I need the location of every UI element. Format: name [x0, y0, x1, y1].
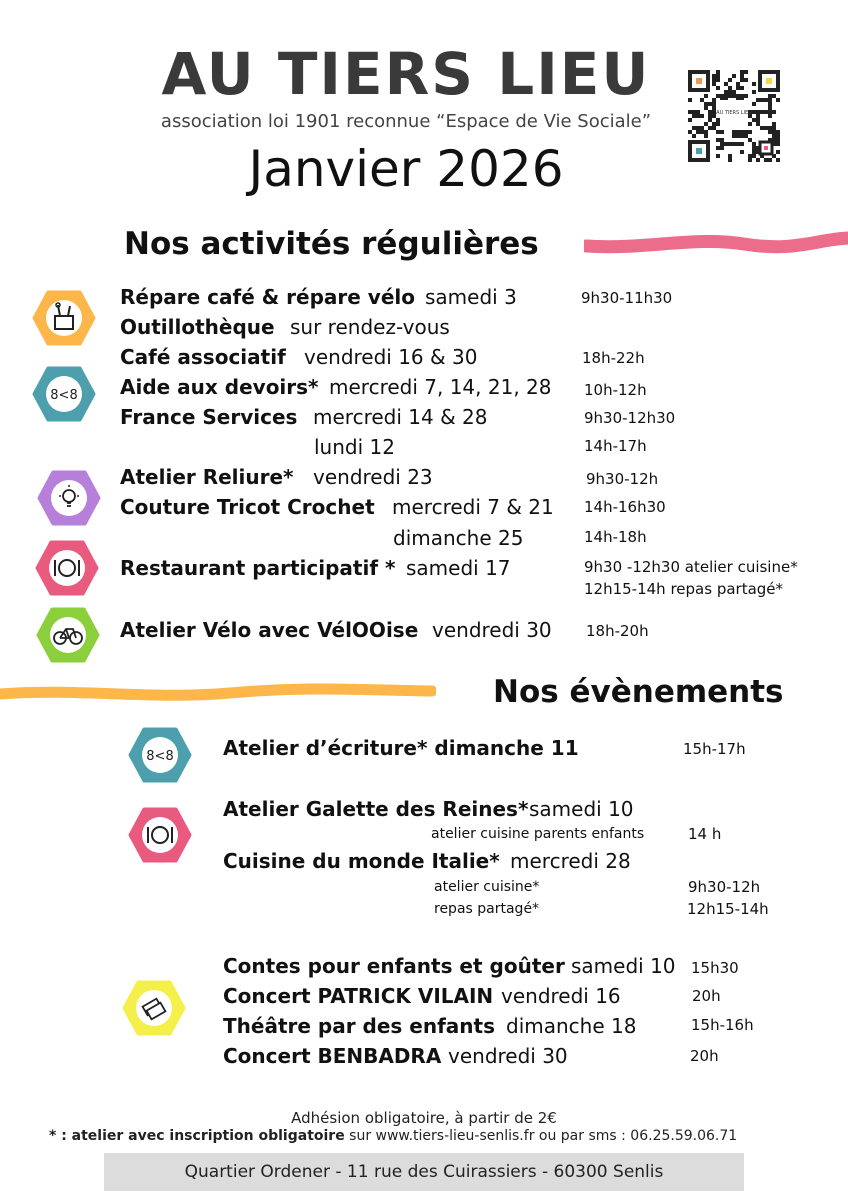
- activity-time: 9h30 -12h30 atelier cuisine*: [584, 558, 798, 576]
- activity-when: vendredi 30: [432, 618, 552, 642]
- activity-time: 10h-12h: [584, 381, 647, 399]
- event-when: dimanche 18: [506, 1014, 637, 1038]
- tools-icon: [32, 290, 96, 346]
- event-detail: atelier cuisine*: [434, 879, 540, 895]
- activity-time: 14h-17h: [584, 437, 647, 455]
- activity-when: dimanche 25: [393, 526, 524, 550]
- event-when: samedi 10: [529, 797, 634, 821]
- event-time: 20h: [690, 1047, 719, 1065]
- brand-title: AU TIERS LIEU: [161, 40, 651, 108]
- event-time: 9h30-12h: [688, 878, 761, 896]
- event-when: vendredi 16: [501, 984, 621, 1008]
- svg-text:8<8: 8<8: [50, 388, 78, 403]
- event-time: 15h-17h: [683, 740, 746, 758]
- activity-when: vendredi 23: [313, 465, 433, 489]
- event-name: Concert PATRICK VILAIN: [223, 984, 494, 1008]
- activity-when: lundi 12: [314, 435, 395, 459]
- event-name: Atelier d’écriture* dimanche 11: [223, 736, 579, 760]
- event-time: 15h-16h: [691, 1016, 754, 1034]
- activity-name: Couture Tricot Crochet: [120, 495, 375, 519]
- plate-cutlery-icon: [128, 807, 192, 863]
- registration-note-bold: * : atelier avec inscription obligatoire: [49, 1128, 345, 1144]
- activity-when: mercredi 7 & 21: [392, 495, 554, 519]
- registration-note-contact[interactable]: sur www.tiers-lieu-senlis.fr ou par sms : 06.25.59.06.71: [349, 1128, 738, 1144]
- section-title-events: Nos évènements: [493, 674, 784, 710]
- activity-when: samedi 17: [406, 556, 511, 580]
- activity-time: 9h30-12h30: [584, 409, 676, 427]
- address-bar: [104, 1153, 744, 1191]
- event-name: Atelier Galette des Reines*: [223, 797, 529, 821]
- qr-code[interactable]: [688, 70, 780, 162]
- event-detail: repas partagé*: [434, 901, 540, 917]
- activity-when: samedi 3: [425, 285, 517, 309]
- activity-time: 18h-20h: [586, 622, 649, 640]
- lightbulb-icon: [37, 470, 101, 526]
- activity-time: 14h-16h30: [584, 498, 666, 516]
- membership-note: Adhésion obligatoire, à partir de 2€: [291, 1109, 557, 1127]
- event-name: Concert BENBADRA: [223, 1044, 442, 1068]
- registration-note: [49, 1128, 737, 1144]
- month-title: Janvier 2026: [248, 140, 564, 198]
- activity-when: vendredi 16 & 30: [304, 345, 478, 369]
- activity-name: France Services: [120, 405, 298, 429]
- people-network-icon: [32, 366, 96, 422]
- event-time: 20h: [692, 987, 721, 1005]
- tickets-icon: [122, 980, 186, 1036]
- plate-cutlery-icon: [35, 540, 99, 596]
- activity-when: sur rendez-vous: [290, 315, 450, 339]
- event-name: Cuisine du monde Italie*: [223, 849, 500, 873]
- event-detail: atelier cuisine parents enfants: [431, 826, 645, 842]
- activity-time: 18h-22h: [582, 349, 645, 367]
- activity-name: Atelier Vélo avec VélOOise: [120, 618, 419, 642]
- event-name: Théâtre par des enfants: [223, 1014, 495, 1038]
- activity-when: mercredi 14 & 28: [313, 405, 488, 429]
- activity-when: mercredi 7, 14, 21, 28: [329, 375, 552, 399]
- event-name: Contes pour enfants et goûter: [223, 954, 565, 978]
- activity-name: Café associatif: [120, 345, 286, 369]
- people-network-icon: [128, 727, 192, 783]
- activity-time: 9h30-11h30: [581, 289, 673, 307]
- event-when: mercredi 28: [510, 849, 631, 873]
- activity-time: 14h-18h: [584, 528, 647, 546]
- activity-name: Répare café & répare vélo: [120, 285, 415, 309]
- qr-center-label: AU TIERS LIEU: [716, 110, 752, 116]
- event-when: vendredi 30: [448, 1044, 568, 1068]
- svg-text:8<8: 8<8: [146, 749, 174, 764]
- pink-wave-decoration: [584, 226, 848, 262]
- activity-name: Atelier Reliure*: [120, 465, 294, 489]
- event-time: 12h15-14h: [687, 900, 769, 918]
- address-text: Quartier Ordener - 11 rue des Cuirassiers - 60300 Senlis: [184, 1162, 664, 1182]
- activity-time: 12h15-14h repas partagé*: [584, 580, 784, 598]
- activity-time: 9h30-12h: [586, 470, 659, 488]
- orange-wave-decoration: [0, 678, 436, 708]
- activity-name: Restaurant participatif *: [120, 556, 396, 580]
- bicycle-icon: [36, 607, 100, 663]
- activity-name: Aide aux devoirs*: [120, 375, 319, 399]
- section-title-regular: Nos activités régulières: [124, 226, 539, 262]
- event-when: samedi 10: [571, 954, 676, 978]
- tagline: association loi 1901 reconnue “Espace de Vie Sociale”: [160, 111, 652, 132]
- event-time: 15h30: [691, 959, 739, 977]
- activity-name: Outillothèque: [120, 315, 275, 339]
- event-time: 14 h: [688, 825, 722, 843]
